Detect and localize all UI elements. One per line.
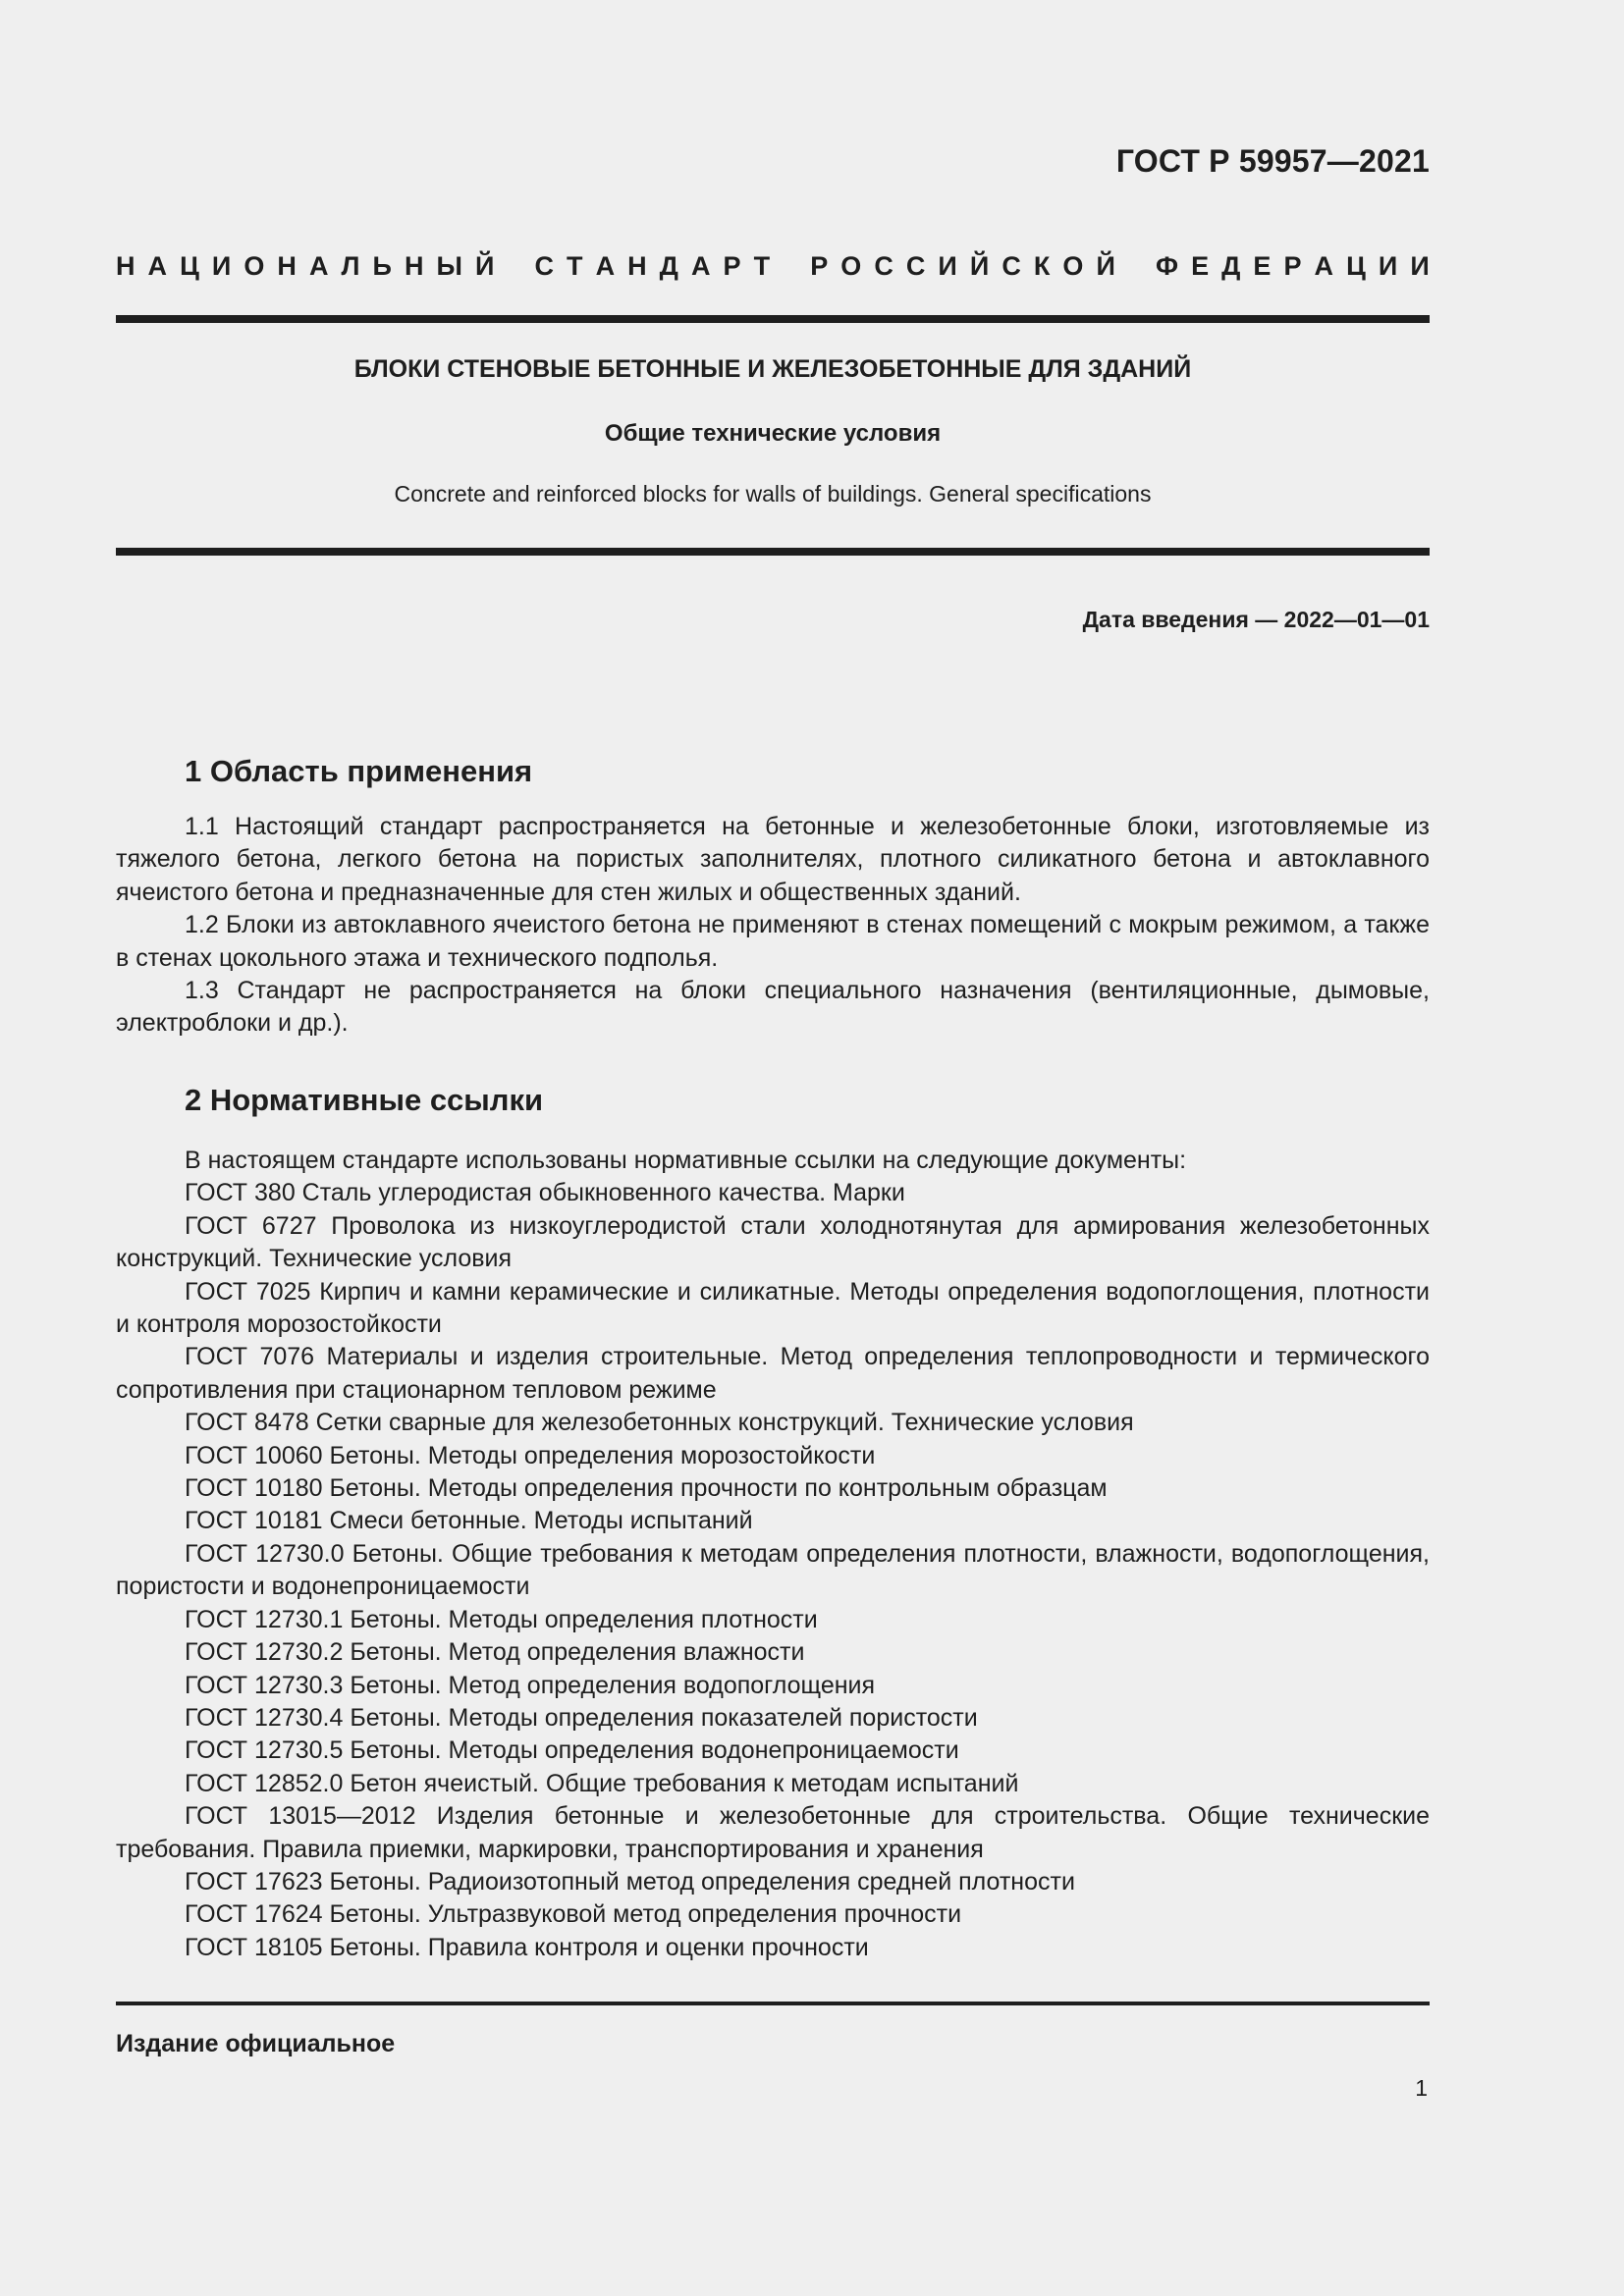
banner-letter: И xyxy=(1410,251,1430,281)
banner-letter: А xyxy=(1314,251,1334,281)
banner-letter: Р xyxy=(1283,251,1302,281)
reference-item: ГОСТ 6727 Проволока из низкоуглеродистой стали холоднотянутая для армирования железобетонных конструкций. Технические условия xyxy=(116,1211,1430,1273)
banner-letter: А xyxy=(147,251,168,281)
banner-letter: Т xyxy=(753,251,771,281)
banner-letter: С xyxy=(534,251,554,281)
document-title-en: Concrete and reinforced blocks for walls of buildings. General specifications xyxy=(394,481,1152,507)
reference-item: ГОСТ 8478 Сетки сварные для железобетонных конструкций. Технические условия xyxy=(185,1409,1134,1437)
official-edition-label: Издание официальное xyxy=(116,2030,396,2057)
reference-item: ГОСТ 13015—2012 Изделия бетонные и железобетонные для строительства. Общие технические требования. Правила приемки, маркировки, транспортирования и хранения xyxy=(116,1802,1430,1863)
banner-letter: Е xyxy=(1253,251,1272,281)
banner-letter: Д xyxy=(1221,251,1241,281)
banner-letter: И xyxy=(211,251,232,281)
banner-letter: Ф xyxy=(1155,251,1179,281)
footer-rule xyxy=(116,2002,1430,2005)
page-number: 1 xyxy=(1415,2075,1428,2101)
paragraph-1-1: 1.1 Настоящий стандарт распространяется на бетонные и железобетонные блоки, изготовляемые из тяжелого бетона, легкого бетона на пористых заполнителях, плотного силикатного бетона и автоклавного ячеистого бетона и предназначенные для стен жилых и общественных зданий. xyxy=(116,813,1430,906)
reference-item: ГОСТ 10180 Бетоны. Методы определения прочности по контрольным образцам xyxy=(185,1474,1108,1503)
reference-item: ГОСТ 12730.3 Бетоны. Метод определения водопоглощения xyxy=(185,1671,876,1699)
reference-item: ГОСТ 7076 Материалы и изделия строительные. Метод определения теплопроводности и термического сопротивления при стационарном тепловом режиме xyxy=(116,1343,1430,1404)
document-subtitle-ru: Общие технические условия xyxy=(604,420,942,447)
reference-item: ГОСТ 12730.0 Бетоны. Общие требования к методам определения плотности, влажности, водопоглощения, пористости и водонепроницаемости xyxy=(116,1539,1430,1601)
banner-letter: Ь xyxy=(372,251,392,281)
banner-letter: Н xyxy=(627,251,647,281)
banner-letter: Н xyxy=(404,251,424,281)
reference-item: ГОСТ 12730.4 Бетоны. Методы определения показателей пористости xyxy=(185,1703,978,1732)
banner-letter: Р xyxy=(723,251,741,281)
section2-body xyxy=(116,1145,1430,1964)
section2-heading: 2 Нормативные ссылки xyxy=(185,1083,544,1117)
banner-letter: Д xyxy=(659,251,678,281)
banner-letter: Й xyxy=(474,251,495,281)
reference-item: ГОСТ 12730.2 Бетоны. Метод определения влажности xyxy=(185,1638,805,1667)
banner-letter: О xyxy=(840,251,862,281)
reference-item: ГОСТ 12852.0 Бетон ячеистый. Общие требования к методам испытаний xyxy=(185,1769,1019,1797)
banner-letter: Й xyxy=(969,251,990,281)
banner-letter: О xyxy=(1062,251,1084,281)
reference-item: ГОСТ 7025 Кирпич и камни керамические и силикатные. Методы определения водопоглощения, плотности и контроля морозостойкости xyxy=(116,1277,1430,1339)
paragraph-1-2: 1.2 Блоки из автоклавного ячеистого бетона не применяют в стенах помещений с мокрым режимом, а также в стенах цокольного этажа и технического подполья. xyxy=(116,911,1430,972)
banner-letter: Л xyxy=(341,251,360,281)
banner-letter: О xyxy=(244,251,265,281)
banner-letter: И xyxy=(1378,251,1398,281)
banner-letter: Ц xyxy=(180,251,199,281)
banner-letter: С xyxy=(874,251,893,281)
top-thick-rule xyxy=(116,315,1430,323)
banner-letter: И xyxy=(938,251,957,281)
reference-item: ГОСТ 12730.5 Бетоны. Методы определения водонепроницаемости xyxy=(185,1736,959,1765)
reference-item: ГОСТ 12730.1 Бетоны. Методы определения плотности xyxy=(185,1605,818,1633)
section1-heading: 1 Область применения xyxy=(185,754,533,788)
introduction-date: Дата введения — 2022—01—01 xyxy=(1082,607,1430,632)
banner-letter xyxy=(783,251,797,282)
banner-letter: С xyxy=(1001,251,1021,281)
banner-letter: Ц xyxy=(1346,251,1366,281)
reference-item: ГОСТ 380 Сталь углеродистая обыкновенного качества. Марки xyxy=(185,1179,905,1207)
paragraph-1-3: 1.3 Стандарт не распространяется на блоки специального назначения (вентиляционные, дымовые, электроблоки и др.). xyxy=(116,977,1430,1038)
section1-body xyxy=(116,811,1430,1041)
banner-letter: С xyxy=(905,251,926,281)
document-title-ru: БЛОКИ СТЕНОВЫЕ БЕТОННЫЕ И ЖЕЛЕЗОБЕТОННЫЕ ДЛЯ ЗДАНИЙ xyxy=(353,355,1192,383)
banner-letter: Н xyxy=(277,251,297,281)
reference-item: ГОСТ 17624 Бетоны. Ультразвуковой метод определения прочности xyxy=(185,1900,962,1929)
banner-letter: А xyxy=(308,251,329,281)
banner-letter: Н xyxy=(116,251,135,281)
references-intro: В настоящем стандарте использованы нормативные ссылки на следующие документы: xyxy=(185,1147,1187,1174)
banner-letter: Й xyxy=(1096,251,1115,281)
banner-letter xyxy=(1128,251,1143,282)
banner-letter xyxy=(507,251,521,282)
banner-letter: А xyxy=(690,251,711,281)
reference-item: ГОСТ 10060 Бетоны. Методы определения морозостойкости xyxy=(185,1441,876,1469)
banner-letter: К xyxy=(1033,251,1051,281)
standard-designation: ГОСТ Р 59957—2021 xyxy=(1115,143,1430,179)
reference-item: ГОСТ 17623 Бетоны. Радиоизотопный метод определения средней плотности xyxy=(185,1867,1075,1896)
title-bottom-rule xyxy=(116,548,1430,556)
banner-letter: Е xyxy=(1191,251,1210,281)
banner-letter: Ы xyxy=(436,251,462,281)
banner-letter: Р xyxy=(810,251,829,281)
banner-letter: А xyxy=(595,251,616,281)
national-standard-banner xyxy=(116,251,1430,282)
reference-item: ГОСТ 18105 Бетоны. Правила контроля и оценки прочности xyxy=(185,1933,869,1961)
banner-letter: Т xyxy=(567,251,583,281)
reference-item: ГОСТ 10181 Смеси бетонные. Методы испытаний xyxy=(185,1507,753,1535)
